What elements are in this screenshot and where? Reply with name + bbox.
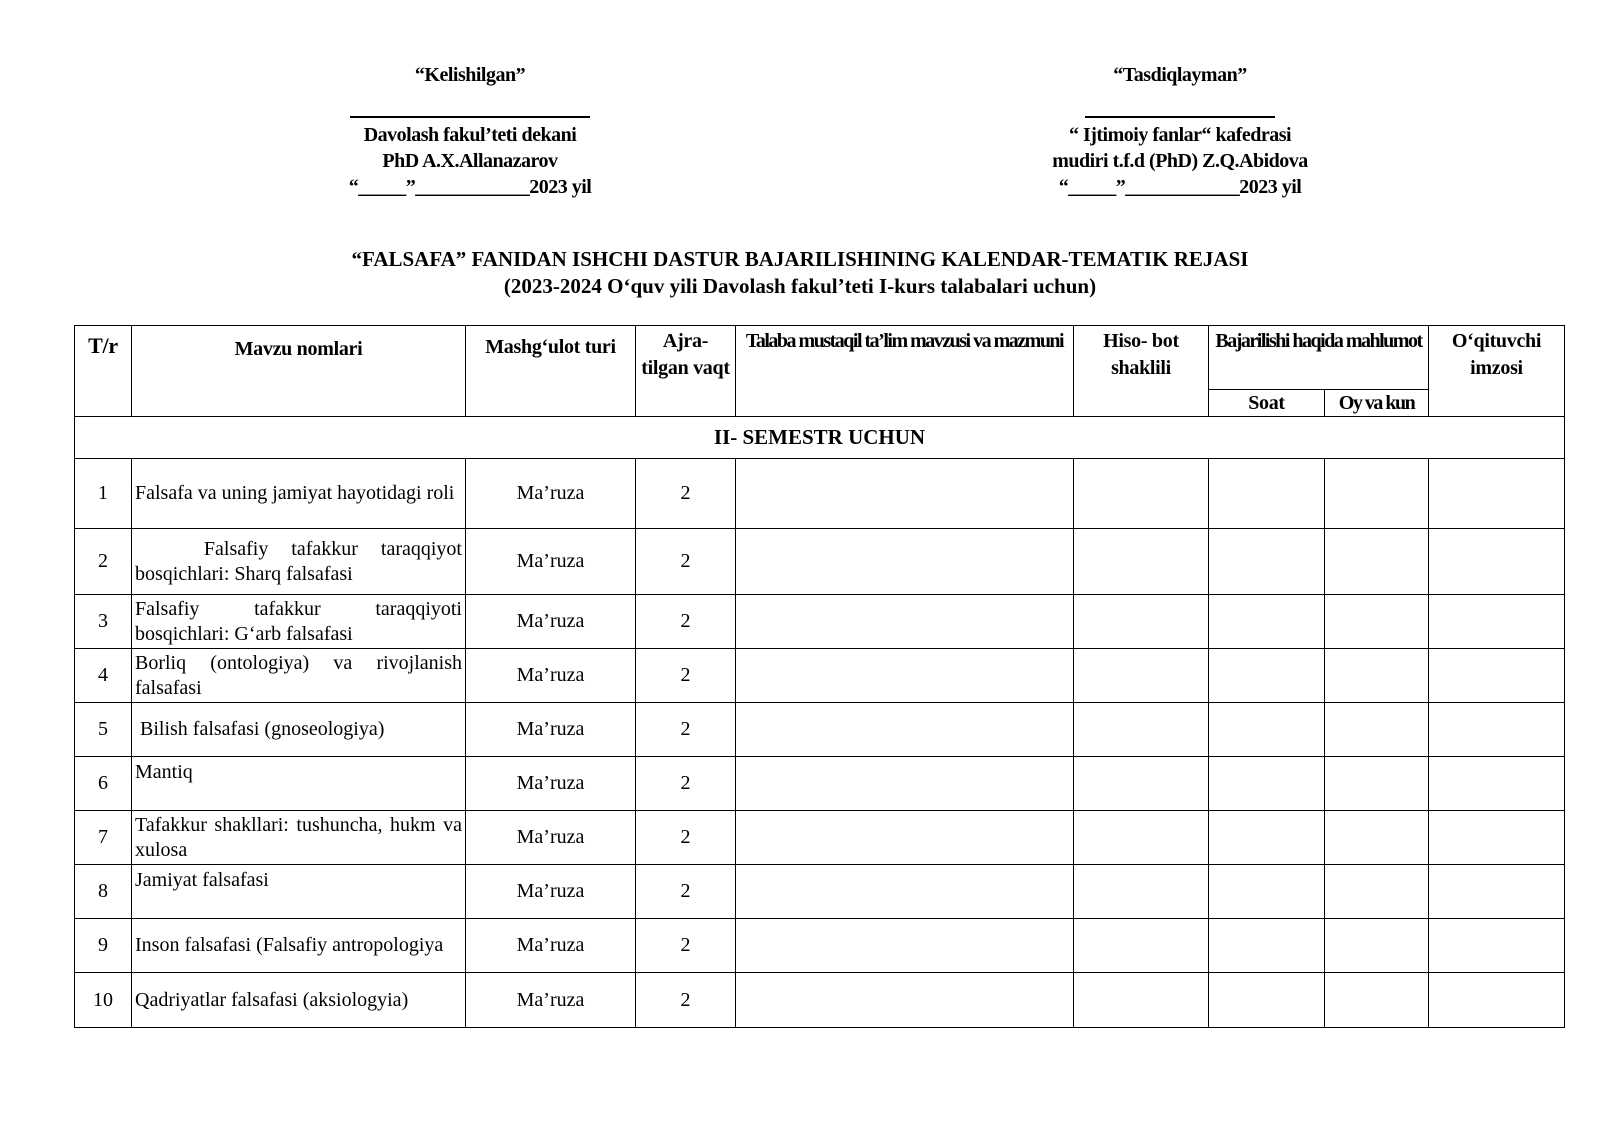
table-row <box>75 757 1565 811</box>
row-exec-hours <box>1209 459 1325 529</box>
row-report <box>1074 919 1209 973</box>
row-exec-hours <box>1209 919 1325 973</box>
row-topic: Tafakkur shakllari: tushuncha, hukm va xulosa <box>132 811 466 865</box>
row-self-study <box>736 811 1074 865</box>
approval-name: mudiri t.f.d (PhD) Z.Q.Abidova <box>1052 150 1308 172</box>
row-type: Ma’ruza <box>466 865 636 919</box>
row-hours: 2 <box>636 973 736 1028</box>
header-signature: O‘qituvchi imzosi <box>1429 326 1565 417</box>
row-exec-hours <box>1209 649 1325 703</box>
row-self-study <box>736 919 1074 973</box>
row-report <box>1074 649 1209 703</box>
row-exec-hours <box>1209 973 1325 1028</box>
row-report <box>1074 865 1209 919</box>
document-title-block <box>0 246 1600 300</box>
row-exec-date <box>1325 649 1429 703</box>
row-exec-date <box>1325 757 1429 811</box>
approval-heading: “Kelishilgan” <box>414 64 526 86</box>
row-exec-date <box>1325 595 1429 649</box>
row-report <box>1074 595 1209 649</box>
header-exec-date: Oy va kun <box>1325 390 1429 417</box>
row-topic: Inson falsafasi (Falsafiy antropologiya <box>132 919 466 973</box>
row-num: 2 <box>75 529 132 595</box>
row-topic: Falsafa va uning jamiyat hayotidagi roli <box>132 459 466 529</box>
semester-row <box>75 417 1565 459</box>
row-num: 1 <box>75 459 132 529</box>
row-type: Ma’ruza <box>466 703 636 757</box>
row-report <box>1074 703 1209 757</box>
table-row <box>75 595 1565 649</box>
row-num: 9 <box>75 919 132 973</box>
approval-role: Davolash fakul’teti dekani <box>363 124 577 146</box>
row-type: Ma’ruza <box>466 811 636 865</box>
row-self-study <box>736 459 1074 529</box>
row-hours: 2 <box>636 459 736 529</box>
approval-role: “ Ijtimoiy fanlar“ kafedrasi <box>1068 124 1292 146</box>
row-self-study <box>736 595 1074 649</box>
table-row <box>75 919 1565 973</box>
row-exec-hours <box>1209 595 1325 649</box>
approval-name: PhD A.X.Allanazarov <box>382 150 558 172</box>
signature-line <box>990 96 1370 122</box>
signature-line <box>300 96 640 122</box>
row-exec-date <box>1325 919 1429 973</box>
row-signature <box>1429 757 1565 811</box>
table-row <box>75 973 1565 1028</box>
row-signature <box>1429 459 1565 529</box>
table-row <box>75 649 1565 703</box>
approval-heading: “Tasdiqlayman” <box>1113 64 1247 86</box>
row-self-study <box>736 973 1074 1028</box>
row-topic: Borliq (ontologiya) va rivojlanish falsafasi <box>132 649 466 703</box>
row-exec-hours <box>1209 811 1325 865</box>
document-subtitle: (2023-2024 O‘quv yili Davolash fakul’teti I-kurs talabalari uchun) <box>503 274 1097 298</box>
row-self-study <box>736 649 1074 703</box>
row-hours: 2 <box>636 595 736 649</box>
calendar-plan-table <box>74 325 1565 1028</box>
row-self-study <box>736 703 1074 757</box>
row-num: 7 <box>75 811 132 865</box>
row-exec-date <box>1325 529 1429 595</box>
header-num: T/r <box>75 326 132 417</box>
approval-date: “_____”____________2023 yil <box>1058 176 1302 198</box>
row-hours: 2 <box>636 703 736 757</box>
header-execution: Bajarilishi haqida mahlumot <box>1209 326 1429 390</box>
row-signature <box>1429 703 1565 757</box>
row-exec-date <box>1325 459 1429 529</box>
row-exec-hours <box>1209 529 1325 595</box>
row-num: 10 <box>75 973 132 1028</box>
row-self-study <box>736 529 1074 595</box>
row-self-study <box>736 865 1074 919</box>
header-topic: Mavzu nomlari <box>132 326 466 417</box>
approval-block-agreed <box>300 62 640 200</box>
row-signature <box>1429 865 1565 919</box>
row-type: Ma’ruza <box>466 529 636 595</box>
table-row <box>75 703 1565 757</box>
row-type: Ma’ruza <box>466 919 636 973</box>
row-num: 6 <box>75 757 132 811</box>
row-exec-date <box>1325 811 1429 865</box>
row-exec-date <box>1325 973 1429 1028</box>
row-num: 4 <box>75 649 132 703</box>
row-exec-date <box>1325 865 1429 919</box>
row-report <box>1074 757 1209 811</box>
row-signature <box>1429 529 1565 595</box>
row-topic: Bilish falsafasi (gnoseologiya) <box>132 703 466 757</box>
row-hours: 2 <box>636 865 736 919</box>
row-type: Ma’ruza <box>466 459 636 529</box>
row-report <box>1074 529 1209 595</box>
row-signature <box>1429 649 1565 703</box>
row-hours: 2 <box>636 649 736 703</box>
row-exec-hours <box>1209 757 1325 811</box>
semester-label: II- SEMESTR UCHUN <box>75 417 1565 459</box>
approval-date: “_____”____________2023 yil <box>348 176 592 198</box>
header-exec-hours: Soat <box>1209 390 1325 417</box>
row-type: Ma’ruza <box>466 595 636 649</box>
row-type: Ma’ruza <box>466 649 636 703</box>
approval-block-approved <box>990 62 1370 200</box>
row-num: 5 <box>75 703 132 757</box>
row-exec-date <box>1325 703 1429 757</box>
header-type: Mashg‘ulot turi <box>466 326 636 417</box>
row-signature <box>1429 919 1565 973</box>
row-signature <box>1429 811 1565 865</box>
header-hours: Ajra- tilgan vaqt <box>636 326 736 417</box>
row-topic: Falsafiy tafakkur taraqqiyot bosqichlari: Sharq falsafasi <box>132 529 466 595</box>
row-self-study <box>736 757 1074 811</box>
row-hours: 2 <box>636 919 736 973</box>
row-signature <box>1429 595 1565 649</box>
row-num: 8 <box>75 865 132 919</box>
row-type: Ma’ruza <box>466 973 636 1028</box>
table-row <box>75 811 1565 865</box>
row-hours: 2 <box>636 529 736 595</box>
document-title: “FALSAFA” FANIDAN ISHCHI DASTUR BAJARILISHINING KALENDAR-TEMATIK REJASI <box>351 247 1249 271</box>
row-topic: Mantiq <box>132 757 466 811</box>
row-signature <box>1429 973 1565 1028</box>
table-row <box>75 865 1565 919</box>
row-report <box>1074 459 1209 529</box>
row-num: 3 <box>75 595 132 649</box>
row-exec-hours <box>1209 703 1325 757</box>
row-topic: Jamiyat falsafasi <box>132 865 466 919</box>
row-hours: 2 <box>636 811 736 865</box>
table-row <box>75 459 1565 529</box>
row-hours: 2 <box>636 757 736 811</box>
header-self-study: Talaba mustaqil ta’lim mavzusi va mazmuni <box>736 326 1074 417</box>
row-type: Ma’ruza <box>466 757 636 811</box>
row-exec-hours <box>1209 865 1325 919</box>
table-row <box>75 529 1565 595</box>
row-topic: Qadriyatlar falsafasi (aksiologyia) <box>132 973 466 1028</box>
row-report <box>1074 811 1209 865</box>
row-topic: Falsafiy tafakkur taraqqiyoti bosqichlari: G‘arb falsafasi <box>132 595 466 649</box>
row-report <box>1074 973 1209 1028</box>
header-report: Hiso- bot shaklili <box>1074 326 1209 417</box>
